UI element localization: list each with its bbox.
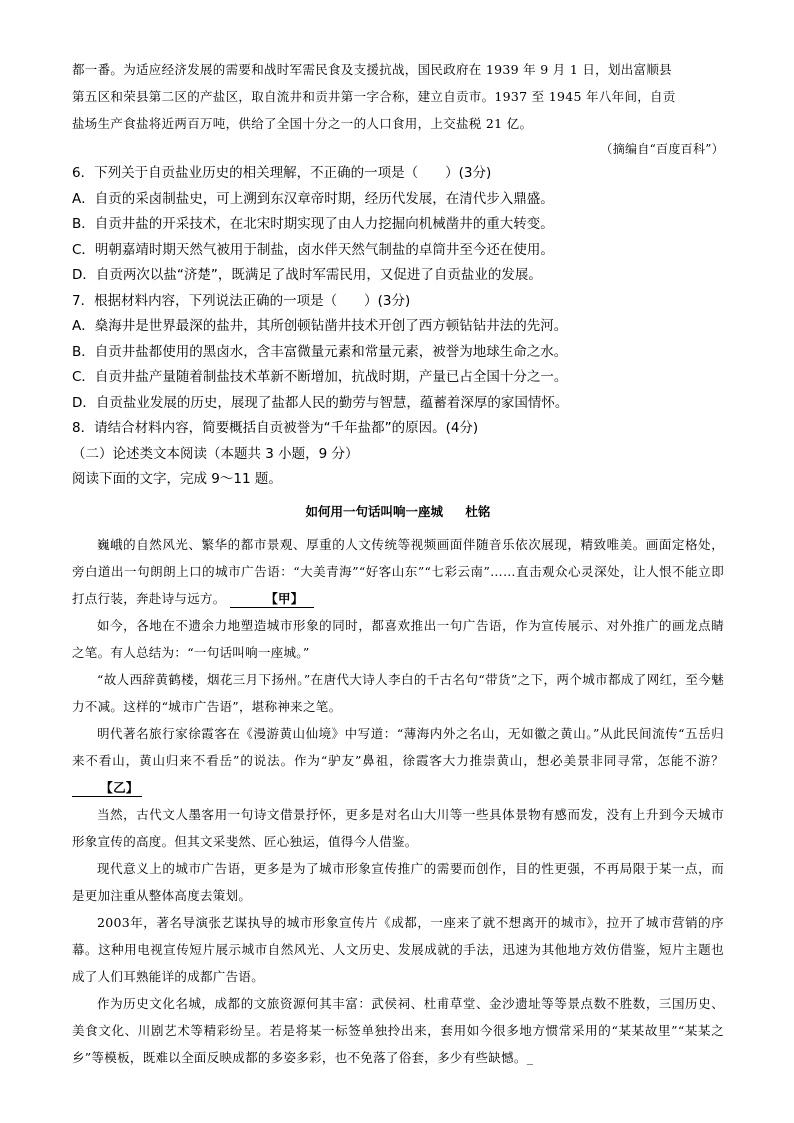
question-stem: 6．下列关于自贡盐业历史的相关理解，不正确的一项是（ ）(3分): [72, 165, 492, 181]
blank-yi: 【乙】: [72, 780, 142, 797]
article-title-row: [72, 497, 724, 527]
exam-page: [72, 56, 724, 1071]
article-paragraph: 现代意义上的城市广告语，更多是为了城市形象宣传推广的需要而创作，目的性更强，不再局限于某一点，而是更加注重从整体高度去策划。: [72, 860, 724, 903]
article-paragraph: 2003年，著名导演张艺谋执导的城市形象宣传片《成都，一座来了就不想离开的城市》，拉开了城市营销的序幕。这种用电视宣传短片展示城市自然风光、人文历史、发展成就的手法，迅速为其他地方效仿借鉴，短片主题也成了人们耳熟能详的成都广告语。: [72, 914, 724, 984]
article-title: 如何用一句话叫响一座城: [305, 503, 444, 519]
article-paragraph: “故人西辞黄鹤楼，烟花三月下扬州。”在唐代大诗人李白的千古名句“带货”之下，两个城市都成了网红，至今魅力不减。这样的“城市广告语”，堪称神来之笔。: [72, 671, 724, 714]
paragraph-text: 明代著名旅行家徐霞客在《漫游黄山仙境》中写道：“薄海内外之名山，无如徽之黄山。”从此民间流传“五岳归来不看山，黄山归来不看岳”的说法。作为“驴友”鼻祖，徐霞客大力推崇黄山，想必美景非同寻常，怎能不游？: [72, 725, 724, 768]
section-heading-block: [72, 442, 724, 493]
paragraph-text: 巍峨的自然风光、繁华的都市景观、厚重的人文传统等视频画面伴随音乐依次展现，精致唯美。画面定格处，旁白道出一句朗朗上口的城市广告语：“大美青海”“好客山东”“七彩云南”……直击观众心灵深处，让人恨不能立即打点行装，奔赴诗与远方。: [72, 536, 724, 606]
article-paragraph: 当然，古代文人墨客用一句诗文借景抒怀，更多是对名山大川等一些具体景物有感而发，没有上升到今天城市形象宣传的高度。但其文采斐然、匠心独运，值得今人借鉴。: [72, 806, 724, 849]
passage-source: （摘编自“百度百科”）: [600, 142, 724, 156]
question-stem: 7．根据材料内容，下列说法正确的一项是（ ）(3分): [72, 292, 411, 309]
passage-line: 都一番。为适应经济发展的需要和战时军需民食及支援抗战，国民政府在 1939 年 9 月 1 日，划出富顺县: [72, 62, 672, 77]
passage-line: 第五区和荣县第二区的产盐区，取自流井和贡井第一字合称，建立自贡市。1937 至 1945 年八年间，自贡: [72, 89, 676, 104]
option-d: D．自贡两次以盐“济楚”，既满足了战时军需民用，又促进了自贡盐业的发展。: [72, 267, 542, 283]
option-c: C．明朝嘉靖时期天然气被用于制盐，卤水伴天然气制盐的卓筒井至今还在使用。: [72, 241, 554, 258]
question-7: [72, 289, 724, 417]
passage-top: [72, 56, 724, 161]
option-a: A．自贡的采卤制盐史，可上溯到东汉章帝时期，经历代发展，在清代步入鼎盛。: [72, 190, 554, 207]
article-paragraph: 如今，各地在不遗余力地塑造城市形象的同时，都喜欢推出一句广告语，作为宣传展示、对外推广的画龙点睛之笔。有人总结为：“一句话叫响一座城。”: [72, 617, 724, 660]
option-a: A．燊海井是世界最深的盐井，其所创顿钻凿井技术开创了西方顿钻钻井法的先河。: [72, 318, 568, 334]
article-paragraph: [72, 531, 724, 612]
blank-jia: 【甲】: [230, 591, 314, 608]
option-c: C．自贡井盐产量随着制盐技术革新不断增加，抗战时期，产量已占全国十分之一。: [72, 369, 568, 385]
option-d: D．自贡盐业发展的历史，展现了盐都人民的勤劳与智慧，蕴蓄着深厚的家国情怀。: [72, 394, 569, 411]
passage-line: 盐场生产食盐将近两百万吨，供给了全国十分之一的人口食用，上交盐税 21 亿。: [72, 116, 533, 131]
article-author: 杜铭: [465, 503, 491, 519]
section-heading: （二）论述类文本阅读（本题共 3 小题，9 分）: [72, 445, 359, 462]
article-paragraph: [72, 720, 724, 801]
option-b: B．自贡井盐的开采技术，在北宋时期实现了由人力挖掘向机械凿井的重大转变。: [72, 216, 554, 232]
section-instruction: 阅读下面的文字，完成 9～11 题。: [72, 471, 282, 487]
question-stem: 8．请结合材料内容，简要概括自贡被誉为“千年盐都”的原因。(4分): [72, 420, 479, 436]
option-b: B．自贡井盐都使用的黑卤水，含丰富微量元素和常量元素，被誉为地球生命之水。: [72, 343, 568, 360]
article-paragraph: 作为历史文化名城，成都的文旅资源何其丰富：武侯祠、杜甫草堂、金沙遗址等等景点数不胜数，三国历史、美食文化、川剧艺术等精彩纷呈。若是将某一标签单独拎出来，套用如今很多地方惯常采用的“某某故里”“某某之乡”等模板，既难以全面反映成都的多姿多彩，也不免落了俗套，多少有些缺憾。_: [72, 995, 724, 1065]
article-body: [72, 531, 724, 1071]
question-8: [72, 416, 724, 442]
question-6: [72, 161, 724, 289]
